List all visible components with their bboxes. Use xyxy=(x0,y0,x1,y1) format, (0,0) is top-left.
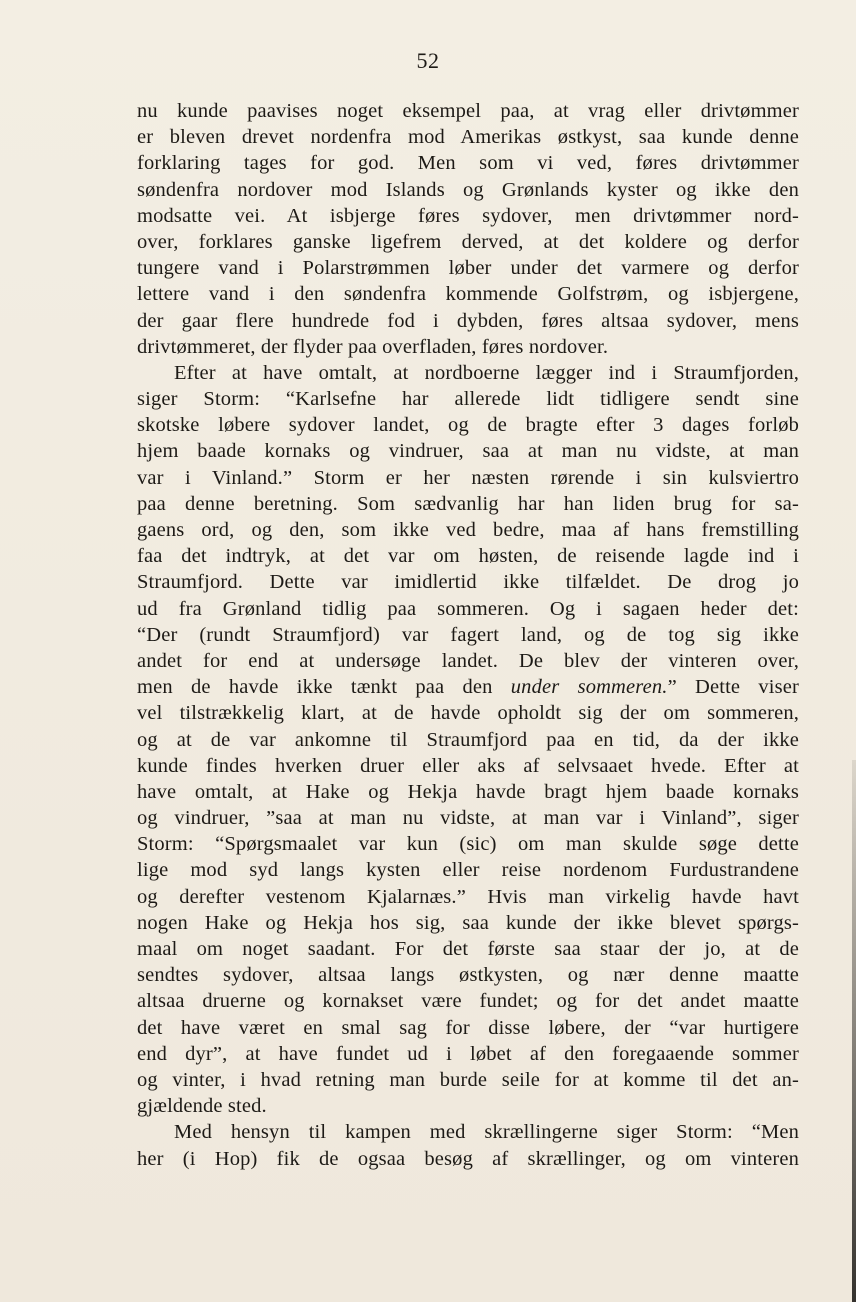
text-line: og derefter vestenom Kjalarnæs.” Hvis man virkelig havde havt xyxy=(137,885,799,908)
text-line: Straumfjord. Dette var imidlertid ikke tilfældet. De drog jo xyxy=(137,571,799,594)
text-line: nu kunde paavises noget eksempel paa, at vrag eller drivtømmer xyxy=(137,100,799,122)
text-line: skotske løbere sydover landet, og de bragte efter 3 dages forløb xyxy=(137,414,799,437)
text-line: gjældende sted. xyxy=(137,1095,267,1118)
text-line: Efter at have omtalt, at nordboerne lægger ind i Straumfjorden, xyxy=(174,361,799,384)
text-line: paa denne beretning. Som sædvanlig har han liden brug for sa- xyxy=(137,492,799,515)
text-line: drivtømmeret, der flyder paa overfladen, føres nordover. xyxy=(137,335,609,358)
text-line: og at de var ankomne til Straumfjord paa en tid, da der ikke xyxy=(137,728,799,751)
body-text xyxy=(137,98,799,1172)
text-line: faa det indtryk, at det var om høsten, de reisende lagde ind i xyxy=(137,545,799,568)
text-line: der gaar flere hundrede fod i dybden, føres altsaa sydover, mens xyxy=(137,309,799,332)
text-line: tungere vand i Polarstrømmen løber under det varmere og derfor xyxy=(137,257,799,280)
text-line: ud fra Grønland tidlig paa sommeren. Og i sagaen heder det: xyxy=(137,597,799,620)
text-line-start: men de havde ikke tænkt paa den xyxy=(137,676,493,699)
text-line: forklaring tages for god. Men som vi ved, føres drivtømmer xyxy=(137,152,799,175)
text-line: Storm: “Spørgsmaalet var kun (sic) om man skulde søge dette xyxy=(137,833,799,856)
text-line: gaens ord, og den, som ikke ved bedre, maa af hans fremstilling xyxy=(137,519,799,541)
text-line: og vindruer, ”saa at man nu vidste, at man var i Vinland”, siger xyxy=(137,807,799,830)
text-line: siger Storm: “Karlsefne har allerede lidt tidligere sendt sine xyxy=(137,388,799,411)
text-line: andet for end at undersøge landet. De blev der vinteren over, xyxy=(137,649,799,672)
text-line-end: ” Dette viser xyxy=(667,676,799,699)
text-line: søndenfra nordover mod Islands og Grønlands kyster og ikke den xyxy=(137,178,799,201)
text-line: det have været en smal sag for disse løbere, der “var hurtigere xyxy=(137,1016,799,1039)
text-line: var i Vinland.” Storm er her næsten rørende i sin kulsviertro xyxy=(137,466,799,489)
text-line-with-italic xyxy=(137,674,799,700)
text-line: er bleven drevet nordenfra mod Amerikas østkyst, saa kunde denne xyxy=(137,126,799,149)
text-line: Med hensyn til kampen med skrællingerne siger Storm: “Men xyxy=(174,1121,799,1144)
text-line: vel tilstrækkelig klart, at de havde opholdt sig der om sommeren, xyxy=(137,702,799,725)
text-line: maal om noget saadant. For det første saa staar der jo, at de xyxy=(137,938,799,960)
text-line: og vinter, i hvad retning man burde seile for at komme til det an- xyxy=(137,1068,799,1091)
text-line: lige mod syd langs kysten eller reise nordenom Furdustrandene xyxy=(137,859,799,882)
page-number: 52 xyxy=(416,48,440,73)
page-edge-shadow xyxy=(852,760,856,1302)
text-line: over, forklares ganske ligefrem derved, at det koldere og derfor xyxy=(137,230,799,253)
text-line: sendtes sydover, altsaa langs østkysten, og nær denne maatte xyxy=(137,964,799,987)
text-line: altsaa druerne og kornakset være fundet; og for det andet maatte xyxy=(137,990,799,1013)
text-line: lettere vand i den søndenfra kommende Golfstrøm, og isbjergene, xyxy=(137,283,799,306)
text-line: kunde findes hverken druer eller aks af selvsaaet hvede. Efter at xyxy=(137,754,799,777)
text-line: her (i Hop) fik de ogsaa besøg af skrællinger, og om vinteren xyxy=(137,1147,799,1170)
text-line: nogen Hake og Hekja hos sig, saa kunde der ikke blevet spørgs- xyxy=(137,911,799,934)
italic-phrase: under sommeren. xyxy=(510,676,668,699)
text-line: end dyr”, at have fundet ud i løbet af den foregaaende sommer xyxy=(137,1042,799,1065)
text-line: modsatte vei. At isbjerge føres sydover, men drivtømmer nord- xyxy=(137,204,799,227)
text-line: “Der (rundt Straumfjord) var fagert land, og de tog sig ikke xyxy=(137,623,799,646)
text-line: hjem baade kornaks og vindruer, saa at man nu vidste, at man xyxy=(137,440,799,463)
text-line: have omtalt, at Hake og Hekja havde bragt hjem baade kornaks xyxy=(137,780,799,803)
